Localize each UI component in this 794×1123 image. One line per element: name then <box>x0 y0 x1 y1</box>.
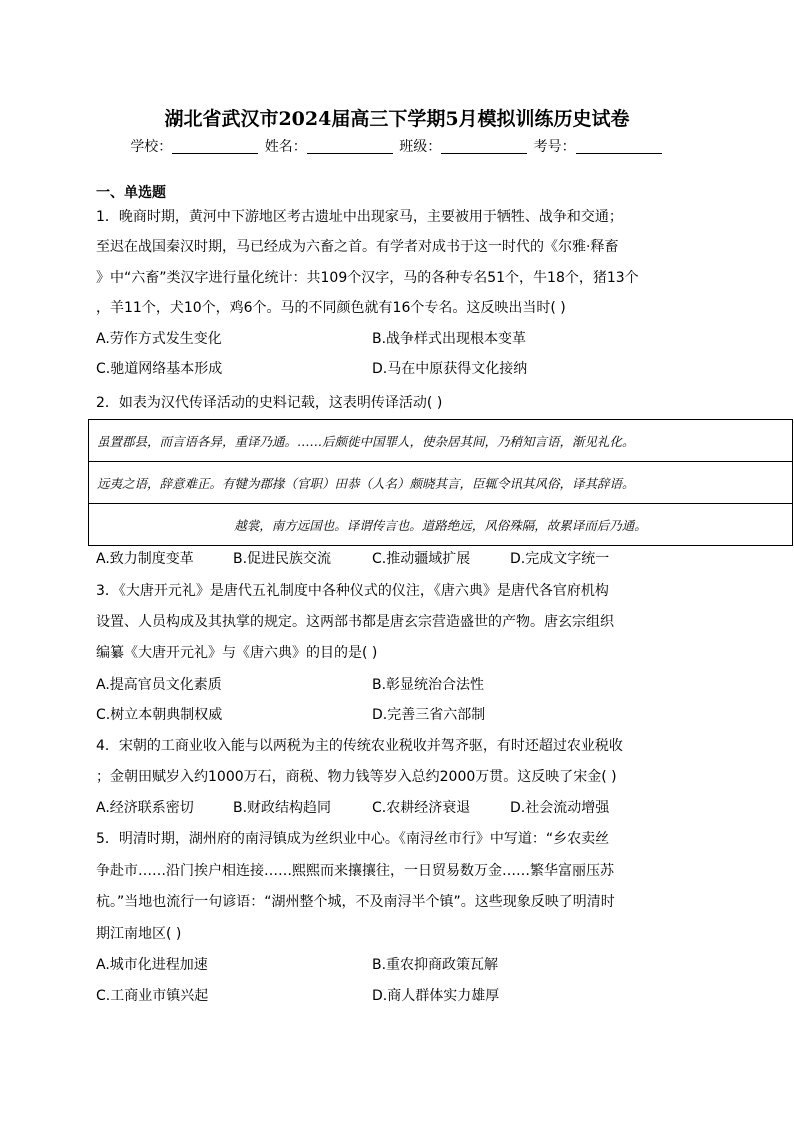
name-label: 姓名： <box>264 139 307 155</box>
q5-line: 期江南地区( ) <box>96 926 182 942</box>
exam-title: 湖北省武汉市2024届高三下学期5月模拟训练历史试卷 <box>164 108 630 130</box>
q2-source-table <box>88 419 793 546</box>
q2-table-row: 远夷之语，辞意难正。有犍为郡掾（官职）田恭（人名）颇晓其言，臣辄令讯其风俗，译其辞语。 <box>89 462 793 504</box>
school-label: 学校： <box>130 139 173 155</box>
q3-line: 编纂《大唐开元礼》与《唐六典》的目的是( ) <box>96 645 378 661</box>
q3-option-b[interactable]: B.彰显统治合法性 <box>372 677 485 693</box>
q4-option-d[interactable]: D.社会流动增强 <box>510 800 610 816</box>
q4-option-b[interactable]: B.财政结构趋同 <box>233 800 332 816</box>
q3-option-c[interactable]: C.树立本朝典制权威 <box>96 707 223 723</box>
q4-option-a[interactable]: A.经济联系密切 <box>96 800 194 816</box>
q2-option-c[interactable]: C.推动疆域扩展 <box>372 551 471 567</box>
exam-no-blank[interactable] <box>576 139 662 154</box>
q5-option-d[interactable]: D.商人群体实力雄厚 <box>372 988 500 1004</box>
q3-line: 3．《大唐开元礼》是唐代五礼制度中各种仪式的仪注，《唐六典》是唐代各官府机构 <box>96 583 609 599</box>
q2-table-row: 越裳，南方远国也。译谓传言也。道路绝远，风俗殊隔，故累译而后乃通。 <box>89 504 793 546</box>
exam-no-label: 考号： <box>533 139 576 155</box>
q1-option-b[interactable]: B.战争样式出现根本变革 <box>372 331 527 347</box>
q2-option-d[interactable]: D.完成文字统一 <box>510 551 610 567</box>
q5-line: 争赴市……沿门挨户相连接……熙熙而来攘攘往，一日贸易数万金……繁华富丽压苏 <box>96 863 614 879</box>
q4-line: ；金朝田赋岁入约1000万石，商税、物力钱等岁入总约2000万贯。这反映了宋金( ) <box>96 769 617 785</box>
student-info-line <box>0 136 794 156</box>
class-blank[interactable] <box>441 139 527 154</box>
q1-option-a[interactable]: A.劳作方式发生变化 <box>96 331 222 347</box>
q2-table-row: 虽置郡县，而言语各异，重译乃通。……后颇徙中国罪人，使杂居其间，乃稍知言语，渐见礼化。 <box>89 420 793 462</box>
q2-option-b[interactable]: B.促进民族交流 <box>233 551 332 567</box>
q2-option-a[interactable]: A.致力制度变革 <box>96 551 194 567</box>
q5-line: 5．明清时期，湖州府的南浔镇成为丝织业中心。《南浔丝市行》中写道：“乡农卖丝 <box>96 831 610 847</box>
q5-option-b[interactable]: B.重农抑商政策瓦解 <box>372 957 499 973</box>
q5-option-a[interactable]: A.城市化进程加速 <box>96 957 208 973</box>
section-heading: 一、单选题 <box>96 185 166 201</box>
q3-line: 设置、人员构成及其执掌的规定。这两部书都是唐玄宗营造盛世的产物。唐玄宗组织 <box>96 614 614 630</box>
q3-option-a[interactable]: A.提高官员文化素质 <box>96 677 222 693</box>
q4-option-c[interactable]: C.农耕经济衰退 <box>372 800 471 816</box>
q1-option-c[interactable]: C.驰道网络基本形成 <box>96 361 223 377</box>
q2-stem: 2．如表为汉代传译活动的史料记载，这表明传译活动( ) <box>96 395 443 411</box>
q1-line: ，羊11个，犬10个，鸡6个。马的不同颜色就有16个专名。这反映出当时( ) <box>96 300 566 316</box>
school-blank[interactable] <box>172 139 258 154</box>
name-blank[interactable] <box>307 139 393 154</box>
q1-option-d[interactable]: D.马在中原获得文化接纳 <box>372 361 528 377</box>
q1-line: 》中“六畜”类汉字进行量化统计：共109个汉字，马的各种专名51个，牛18个，猪13个 <box>96 270 639 286</box>
q1-line: 至迟在战国秦汉时期，马已经成为六畜之首。有学者对成书于这一时代的《尔雅·释畜 <box>96 239 619 255</box>
class-label: 班级： <box>399 139 442 155</box>
q1-line: 1．晚商时期，黄河中下游地区考古遗址中出现家马，主要被用于牺牲、战争和交通； <box>96 209 623 225</box>
q5-option-c[interactable]: C.工商业市镇兴起 <box>96 988 209 1004</box>
q3-option-d[interactable]: D.完善三省六部制 <box>372 707 486 723</box>
q5-line: 杭。”当地也流行一句谚语：“湖州整个城，不及南浔半个镇”。这些现象反映了明清时 <box>96 894 615 910</box>
q4-line: 4．宋朝的工商业收入能与以两税为主的传统农业税收并驾齐驱，有时还超过农业税收 <box>96 738 623 754</box>
